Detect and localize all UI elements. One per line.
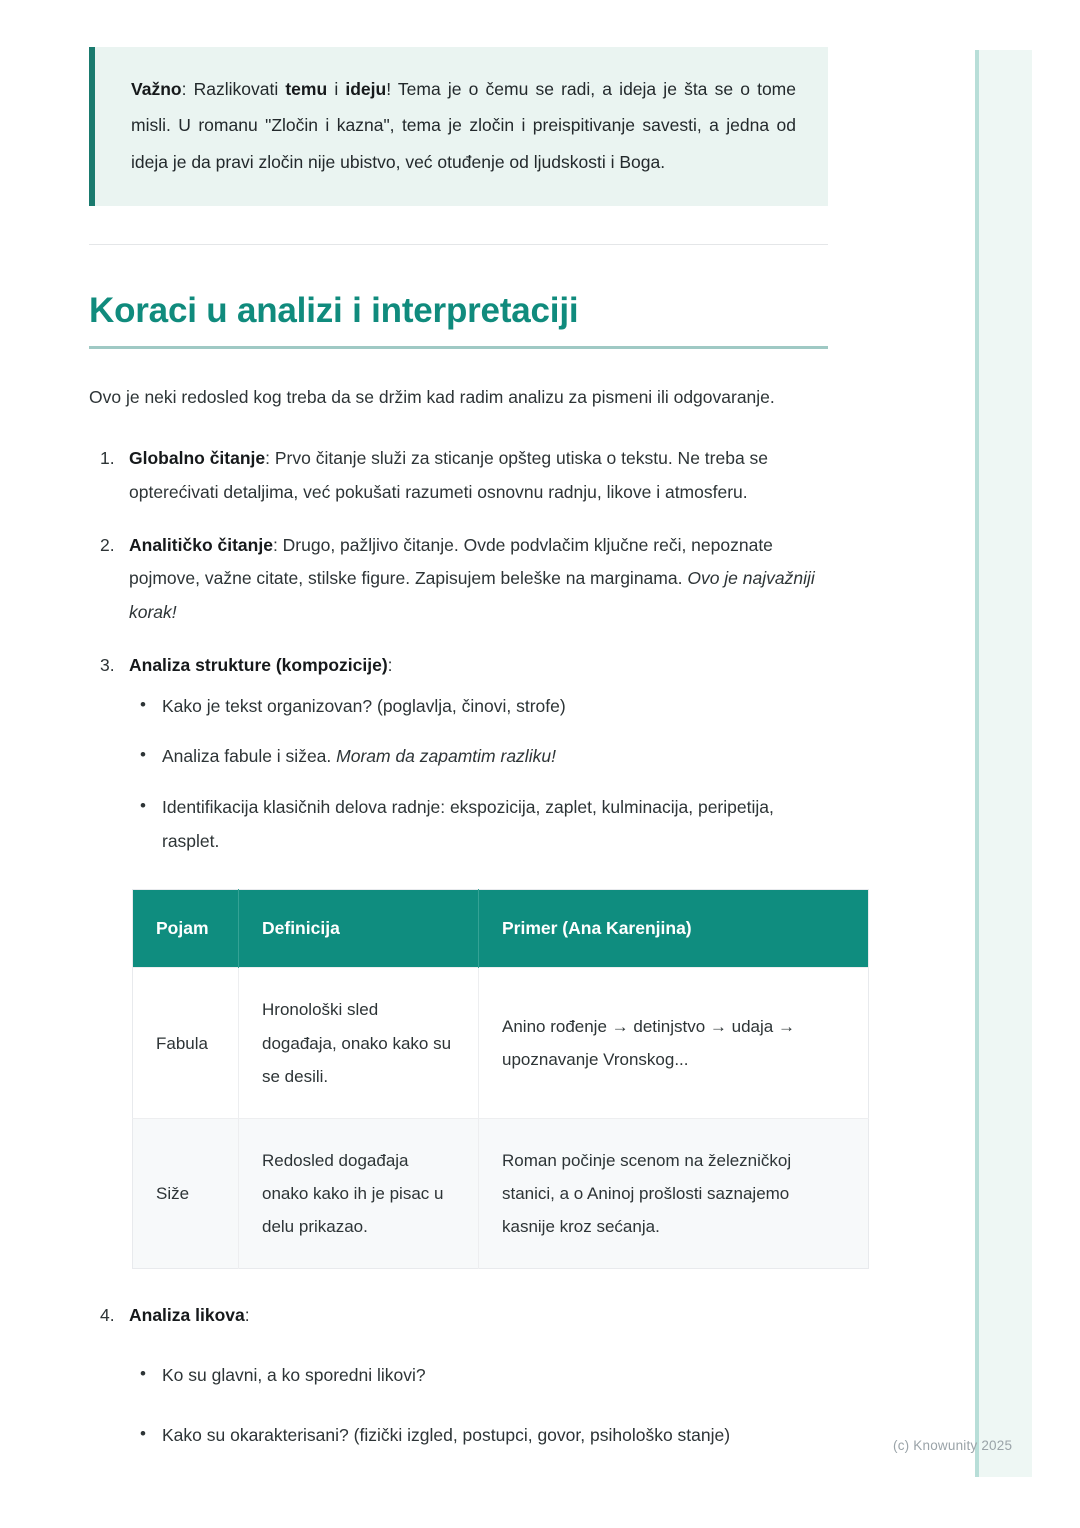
bullet-text: Analiza fabule i sižea.	[162, 746, 337, 767]
step-body: : Prvo čitanje služi za sticanje opšteg utiska o tekstu. Ne treba se opterećivati detaljima, već pokušati razumeti osnovnu radnju, likove i atmosferu.	[129, 448, 769, 502]
callout-bold-tema: temu	[285, 79, 328, 99]
cell-definicija: Redosled događaja onako kako ih je pisac u delu prikazao.	[239, 1118, 479, 1268]
section-divider	[89, 244, 828, 245]
step-title: Analiza strukture (kompozicije)	[129, 654, 388, 675]
list-item	[129, 649, 828, 1269]
list-item	[162, 791, 828, 859]
bullet-text: Ko su glavni, a ko sporedni likovi?	[162, 1365, 426, 1386]
title-underline	[89, 346, 828, 349]
cell-pojam: Siže	[133, 1118, 239, 1268]
list-item	[162, 690, 828, 724]
watermark: (c) Knowunity 2025	[893, 1438, 1013, 1453]
terms-table	[132, 889, 869, 1270]
step-title: Analiza likova	[129, 1305, 245, 1326]
cell-primer: Anino rođenje → detinjstvo → udaja → upoznavanje Vronskog...	[479, 968, 869, 1118]
table-row	[133, 968, 869, 1118]
intro-paragraph: Ovo je neki redosled kog treba da se držim kad radim analizu za pismeni ili odgovaranje.	[89, 386, 775, 407]
step-title: Analitičko čitanje	[129, 534, 273, 555]
table-header-row	[133, 889, 869, 968]
column-header-definicija: Definicija	[239, 889, 479, 968]
list-item	[162, 740, 828, 774]
step-body: : Drugo, pažljivo čitanje. Ovde podvlačim ključne reči, nepoznate pojmove, važne citate, stilske figure. Zapisujem beleške na marginama.	[129, 534, 773, 589]
list-item	[129, 529, 828, 630]
list-item	[162, 1419, 828, 1453]
callout-label: Važno	[131, 79, 182, 99]
steps-list	[89, 442, 828, 1453]
column-header-primer: Primer (Ana Karenjina)	[479, 889, 869, 968]
cell-primer: Roman počinje scenom na železničkoj stanici, a o Aninoj prošlosti saznajemo kasnije kroz sećanja.	[479, 1118, 869, 1268]
bullet-text: Kako je tekst organizovan? (poglavlja, činovi, strofe)	[162, 695, 566, 716]
table-row	[133, 1118, 869, 1268]
decorative-edge-strip	[975, 50, 1032, 1477]
list-item	[129, 1299, 828, 1452]
bullet-emphasis: Moram da zapamtim razliku!	[336, 746, 556, 767]
callout-text-part2: i	[327, 79, 346, 99]
step-emphasis: Ovo je najvažniji korak!	[129, 568, 815, 623]
cell-definicija: Hronološki sled događaja, onako kako su se desili.	[239, 968, 479, 1118]
list-item	[129, 442, 828, 510]
callout-text	[131, 71, 796, 180]
important-callout	[89, 47, 828, 206]
list-item	[162, 1359, 828, 1393]
step-title: Globalno čitanje	[129, 448, 266, 469]
sub-bullet-list	[129, 1359, 828, 1453]
table-body	[133, 968, 869, 1269]
sub-bullet-list	[129, 690, 828, 859]
callout-text-part1: : Razlikovati	[181, 79, 286, 99]
page-title: Koraci u analizi i interpretaciji	[89, 291, 579, 331]
step-body: :	[387, 654, 393, 675]
bullet-text: Kako su okarakterisani? (fizički izgled, postupci, govor, psihološko stanje)	[162, 1424, 731, 1445]
callout-text-part3: ! Tema je o čemu se radi, a ideja je šta se o tome misli. U romanu "Zločin i kazna", tema je zločin i preispitivanje savesti, a jedna od ideja je da pravi zločin nije ubistvo, već otuđenje od ljudskosti i Boga.	[131, 79, 796, 172]
cell-pojam: Fabula	[133, 968, 239, 1118]
document-content	[89, 0, 828, 1479]
table-header	[133, 889, 869, 968]
bullet-text: Identifikacija klasičnih delova radnje: ekspozicija, zaplet, kulminacija, peripetija, rasplet.	[162, 797, 774, 851]
column-header-pojam: Pojam	[133, 889, 239, 968]
terms-table-wrapper	[132, 889, 868, 1270]
step-body: :	[244, 1305, 250, 1326]
callout-bold-ideja: ideju	[345, 79, 387, 99]
